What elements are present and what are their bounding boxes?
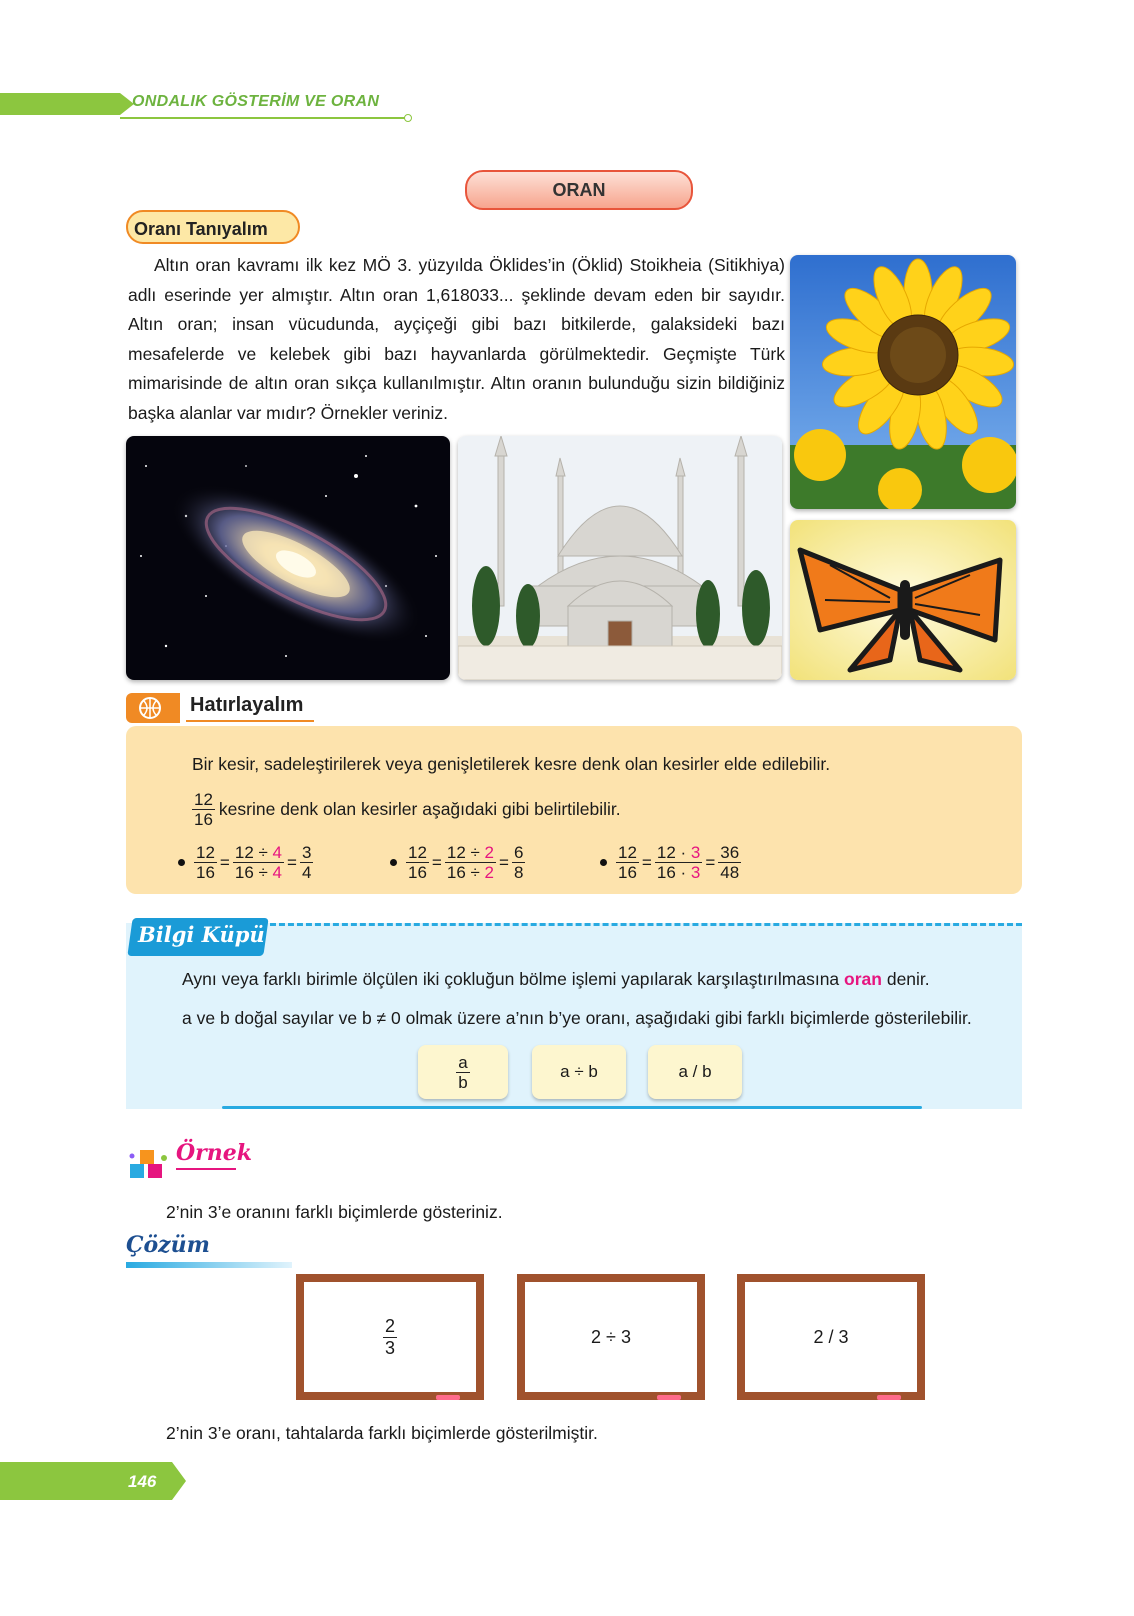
bilgi-kupu-title: Bilgi Küpü — [138, 922, 265, 947]
equals-sign: = — [499, 852, 509, 872]
footer-arrow — [172, 1462, 186, 1500]
cubes-icon — [126, 1148, 170, 1182]
galaxy-photo — [126, 436, 450, 680]
fraction: $\frac{12}{16}$ — [196, 843, 215, 882]
fraction: $\frac{3}{4}$ — [301, 843, 312, 882]
equals-sign: = — [705, 852, 716, 872]
bullet — [390, 859, 397, 866]
fraction: $\frac{12 \div 4}{16 \div 4}$ — [234, 843, 283, 882]
equation-row-1 — [178, 843, 313, 882]
equals-sign: = — [641, 852, 652, 872]
chalkboard-2: 2 ÷ 3 — [517, 1274, 705, 1400]
equals-sign: = — [287, 852, 297, 872]
ornek-title: Örnek — [176, 1140, 252, 1166]
equation-row-2 — [390, 843, 525, 882]
hatirlayalim-underline — [186, 720, 314, 722]
hatirlayalim-line1: Bir kesir, sadeleştirilerek veya genişletilerek kesre denk olan kesirler elde edilebilir. — [192, 754, 831, 774]
fraction-a-b: $\frac{a}{b}$ — [458, 1052, 468, 1092]
bilgi-kupu-line2: a ve b doğal sayılar ve b ≠ 0 olmak üzere a’nın b’ye oranı, aşağıdaki gibi farklı biçimlerde gösterilebilir. — [182, 1008, 972, 1028]
butterfly-photo — [790, 520, 1016, 680]
fraction: $\frac{12}{16}$ — [618, 843, 637, 882]
equals-sign: = — [431, 852, 442, 872]
chalk — [657, 1395, 681, 1400]
intro-paragraph: Altın oran kavramı ilk kez MÖ 3. yüzyılda Öklides’in (Öklid) Stoikheia (Sitikhiya) adlı eserinde yer almıştır. Altın oran 1,618033... şeklinde devam eden bir sayıdır. Altın oran; insan vücudunda, ayçiçeği gibi bazı bitkilerde, galaksideki bazı mesafelerde ve kelebek gibi bazı hayvanlarda görülmektedir. Geçmişte Türk mimarisinde de altın oran sıkça kullanılmıştır. Altın oranın bulunduğu sizin bildiğiniz başka alanlar var mıdır? Örnekler veriniz. — [128, 255, 785, 423]
hatirlayalim-line2-text: kesrine denk olan kesirler aşağıdaki gibi belirtilebilir. — [218, 799, 621, 819]
header-bar — [0, 93, 120, 115]
fraction: $\frac{12}{16}$ — [408, 843, 427, 882]
header-dot — [404, 114, 412, 122]
chalk — [436, 1395, 460, 1400]
equation-row-3 — [600, 843, 741, 882]
mosque-photo — [458, 436, 782, 680]
fraction-2-3: $\frac{2}{3}$ — [384, 1315, 395, 1358]
chalkboard-3: 2 / 3 — [737, 1274, 925, 1400]
equals-sign: = — [219, 852, 230, 872]
hatirlayalim-line2 — [192, 790, 621, 829]
fraction-12-16: $\frac{12}{16}$ — [194, 790, 213, 829]
ornek-question: 2’nin 3’e oranını farklı biçimlerde gösteriniz. — [166, 1202, 503, 1222]
chapter-title: ONDALIK GÖSTERİM VE ORAN — [132, 93, 380, 110]
page-number: 146 — [128, 1472, 157, 1491]
fraction: $\frac{12 \cdot 3}{16 \cdot 3}$ — [656, 843, 701, 882]
cozum-underline — [126, 1262, 292, 1268]
form-card-fraction — [418, 1045, 508, 1099]
bilgi-kupu-dashes — [270, 923, 1022, 926]
chalkboard-1 — [296, 1274, 484, 1400]
ornek-underline — [176, 1168, 236, 1170]
head-idea-icon — [126, 693, 180, 723]
bilgi-kupu-bottom-line — [222, 1106, 922, 1109]
fraction: $\frac{36}{48}$ — [720, 843, 740, 882]
subsection-title: Oranı Tanıyalım — [126, 210, 300, 244]
form-card-slash: a / b — [648, 1045, 742, 1099]
fraction: $\frac{12 \div 2}{16 \div 2}$ — [446, 843, 495, 882]
fraction: $\frac{6}{8}$ — [513, 843, 524, 882]
bullet — [600, 859, 607, 866]
cozum-conclusion: 2’nin 3’e oranı, tahtalarda farklı biçimlerde gösterilmiştir. — [166, 1423, 598, 1443]
cozum-title: Çözüm — [126, 1232, 210, 1258]
header-underline — [120, 117, 406, 119]
bullet — [178, 859, 185, 866]
form-card-division: a ÷ b — [532, 1045, 626, 1099]
chalk — [877, 1395, 901, 1400]
sunflower-photo — [790, 255, 1016, 509]
section-title: ORAN — [465, 170, 693, 210]
bilgi-kupu-line1: Aynı veya farklı birimle ölçülen iki çokluğun bölme işlemi yapılarak karşılaştırılmasına oran denir. — [182, 969, 930, 989]
keyword-oran: oran — [844, 969, 882, 989]
hatirlayalim-title: Hatırlayalım — [190, 694, 304, 716]
